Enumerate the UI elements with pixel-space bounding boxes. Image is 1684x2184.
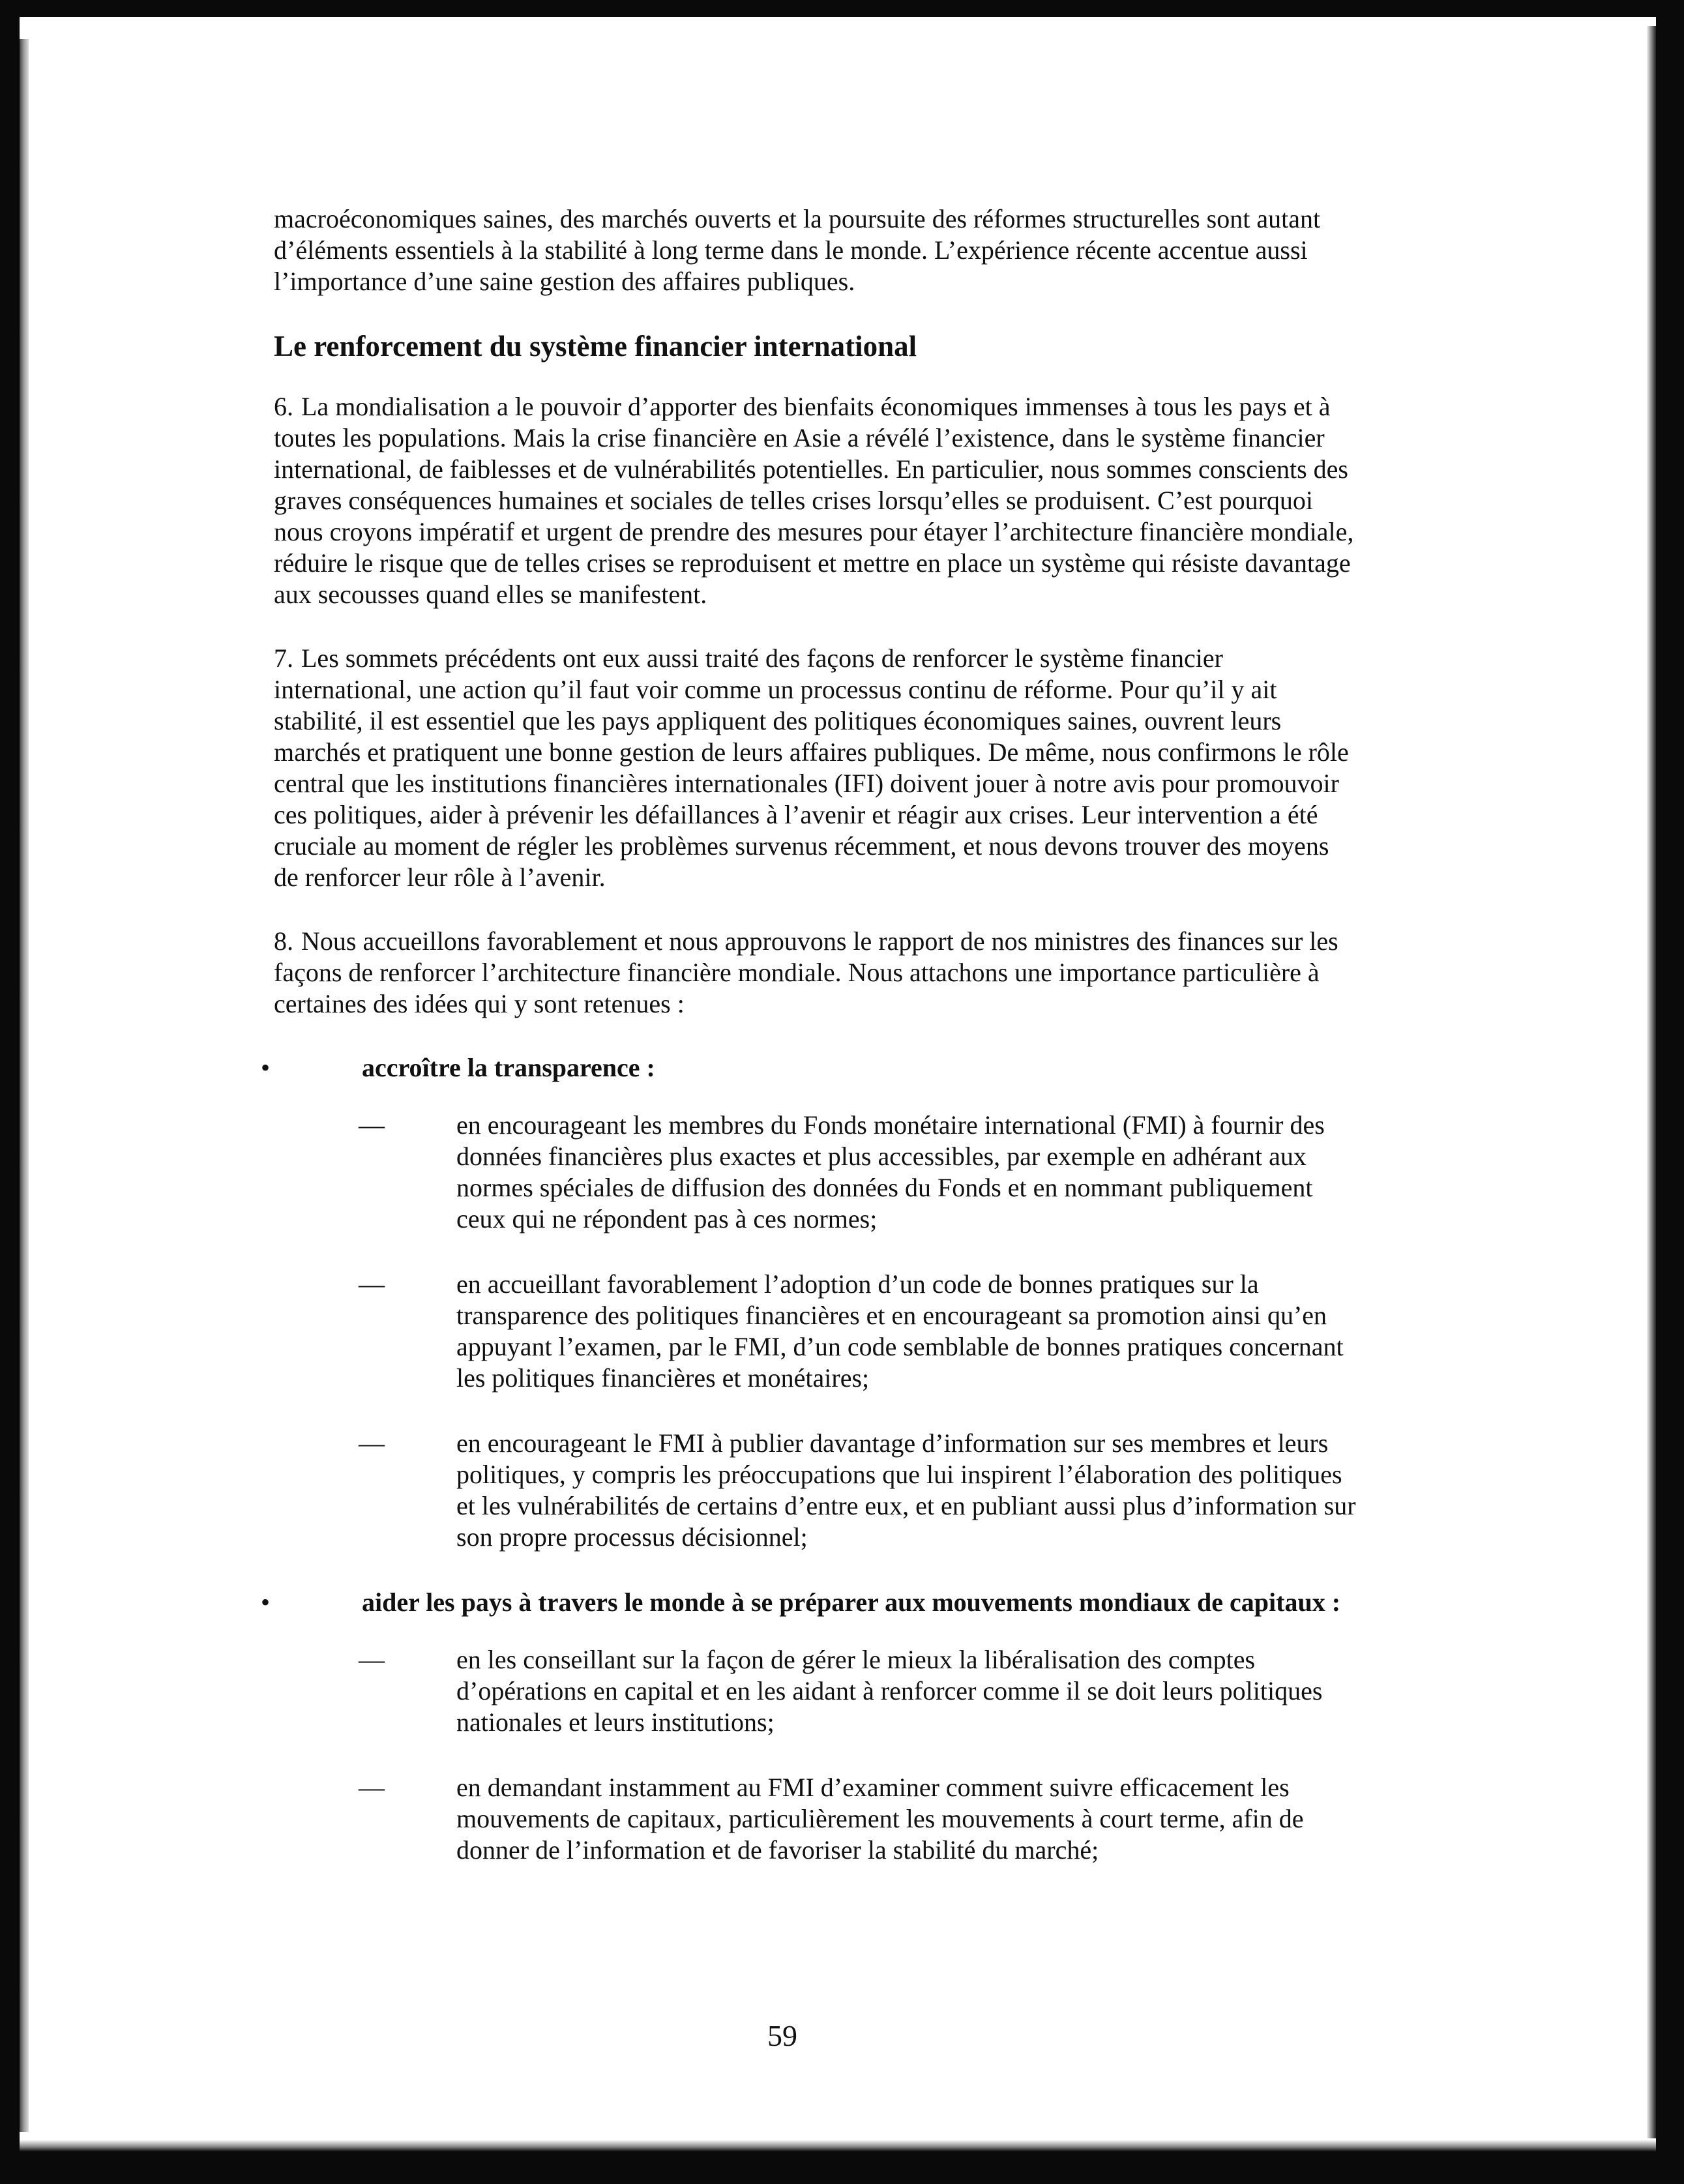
sub-item (274, 1772, 1356, 1866)
bullet-dot: • (261, 1587, 271, 1617)
document-body (261, 203, 1356, 1900)
scan-edge-left (0, 0, 20, 2184)
sub-item (274, 1428, 1356, 1553)
bullet-title: accroître la transparence : (362, 1053, 655, 1082)
page-number: 59 (767, 2019, 797, 2052)
intro-paragraph: macroéconomiques saines, des marchés ouverts et la poursuite des réformes structurelles sont autant d’éléments essentiels à la stabilité à long terme dans le monde. L’expérience récente accentue aussi l’importance d’une saine gestion des affaires publiques. (274, 204, 1321, 296)
sub-item (274, 1269, 1356, 1394)
scan-edge-right (1656, 0, 1684, 2184)
paragraph-6 (274, 391, 1356, 610)
sub-item (274, 1644, 1356, 1738)
section-heading: Le renforcement du système financier international (274, 330, 917, 362)
sub-item-text: en demandant instamment au FMI d’examiner comment suivre efficacement les mouvements de capitaux, particulièrement les mouvements à court terme, afin de donner de l’information et de favoriser la stabilité du marché; (456, 1773, 1304, 1865)
em-dash: — (359, 1110, 385, 1140)
scan-binding-shadow (20, 39, 29, 2132)
sub-item-text: en encourageant les membres du Fonds monétaire international (FMI) à fournir des données financières plus exactes et plus accessibles, par exemple en adhérant aux normes spéciales de diffusion des données du Fonds et en nommant publiquement ceux qui ne répondent pas à ces normes; (456, 1110, 1325, 1233)
scan-page-curl-shadow (1647, 26, 1656, 2138)
scan-edge-bottom (0, 2151, 1684, 2184)
bullet-capital-flows (261, 1587, 1356, 1618)
scan-bottom-shadow (20, 2140, 1656, 2151)
paragraph-7 (274, 643, 1356, 893)
paragraph-text: Les sommets précédents ont eux aussi traité des façons de renforcer le système financier international, une action qu’il faut voir comme un processus continu de réforme. Pour qu’il y ait stabilité, il est essentiel que les pays appliquent des politiques économiques saines, ouvrent leurs marchés et pratiquent une bonne gestion de leurs affaires publiques. De même, nous confirmons le rôle central que les institutions financières internationales (IFI) doivent jouer à notre avis pour promouvoir ces politiques, aider à prévenir les défaillances à l’avenir et réagir aux crises. Leur intervention a été cruciale au moment de régler les problèmes survenus récemment, et nous devons trouver des moyens de renforcer leur rôle à l’avenir. (274, 643, 1349, 892)
em-dash: — (359, 1428, 385, 1458)
paragraph-text: Nous accueillons favorablement et nous approuvons le rapport de nos ministres des finances sur les façons de renforcer l’architecture financière mondiale. Nous attachons une importance particulière à certaines des idées qui y sont retenues : (274, 926, 1338, 1018)
em-dash: — (359, 1645, 385, 1674)
em-dash: — (359, 1773, 385, 1802)
paragraph-text: La mondialisation a le pouvoir d’apporter des bienfaits économiques immenses à tous les pays et à toutes les populations. Mais la crise financière en Asie a révélé l’existence, dans le système financier international, de faiblesses et de vulnérabilités potentielles. En particulier, nous sommes conscients des graves conséquences humaines et sociales de telles crises lorsqu’elles se produisent. C’est pourquoi nous croyons impératif et urgent de prendre des mesures pour étayer l’architecture financière mondiale, réduire le risque que de telles crises se reproduisent et mettre en place un système qui résiste davantage aux secousses quand elles se manifestent. (274, 392, 1354, 609)
sub-item-text: en encourageant le FMI à publier davantage d’information sur ses membres et leurs politiques, y compris les préoccupations que lui inspirent l’élaboration des politiques et les vulnérabilités de certains d’entre eux, et en publiant aussi plus d’information sur son propre processus décisionnel; (456, 1428, 1356, 1552)
paragraph-8 (274, 926, 1356, 1020)
sub-item-text: en les conseillant sur la façon de gérer le mieux la libéralisation des comptes d’opérations en capital et en les aidant à renforcer comme il se doit leurs politiques nationales et leurs institutions; (456, 1645, 1323, 1737)
sub-item (274, 1110, 1356, 1235)
bullet-title: aider les pays à travers le monde à se préparer aux mouvements mondiaux de capitaux : (362, 1587, 1341, 1617)
paragraph-number: 8. (274, 926, 293, 956)
bullet-transparency (261, 1052, 1356, 1084)
bullet-dot: • (261, 1053, 271, 1082)
em-dash: — (359, 1269, 385, 1299)
paragraph-number: 7. (274, 643, 293, 673)
paragraph-number: 6. (274, 392, 293, 421)
sub-item-text: en accueillant favorablement l’adoption d’un code de bonnes pratiques sur la transparence des politiques financières et en encourageant sa promotion ainsi qu’en appuyant l’examen, par le FMI, d’un code semblable de bonnes pratiques concernant les politiques financières et monétaires; (456, 1269, 1344, 1393)
scan-edge-top (0, 0, 1684, 17)
